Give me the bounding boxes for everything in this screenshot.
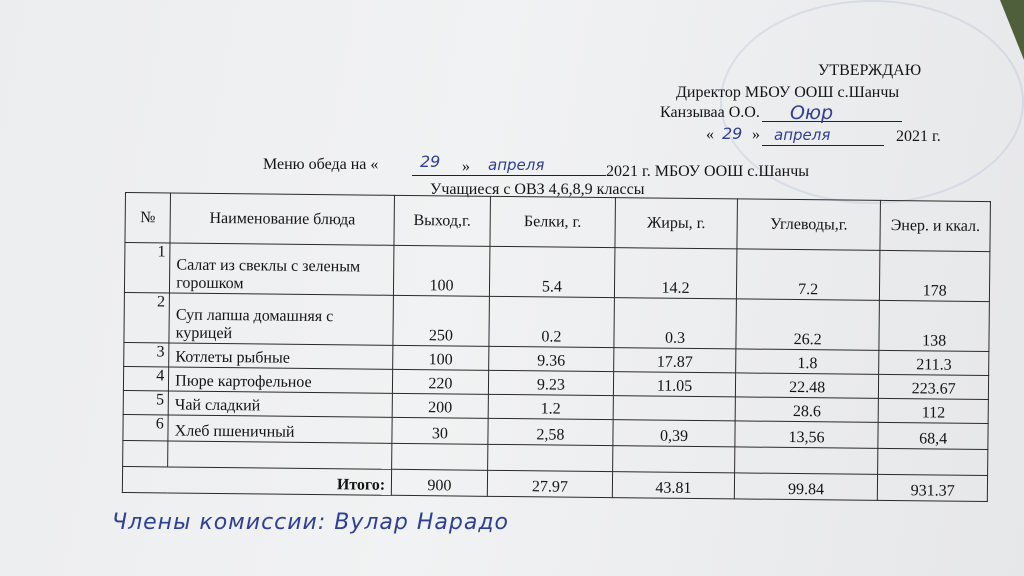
approval-position: Директор МБОУ ООШ с.Шанчы <box>676 84 900 101</box>
table-header-row <box>125 193 990 252</box>
total-carbs: 99.84 <box>734 473 878 501</box>
menu-title-suffix: 2021 г. МБОУ ООШ с.Шанчы <box>606 163 809 180</box>
row-number: 4 <box>123 366 168 390</box>
col-header-protein: Белки, г. <box>490 196 616 247</box>
fat-value: 17.87 <box>614 348 736 373</box>
total-output: 900 <box>392 469 488 496</box>
fat-value: 0,39 <box>613 420 735 447</box>
row-number: 5 <box>123 390 168 414</box>
output-value: 30 <box>392 417 488 444</box>
dish-name: Пюре картофельное <box>169 367 393 393</box>
dish-name: Чай сладкий <box>168 391 392 417</box>
menu-subtitle: Учащиеся с ОВЗ 4,6,8,9 классы <box>430 181 645 198</box>
protein-value: 2,58 <box>488 418 614 445</box>
approval-date-open: « <box>706 126 714 143</box>
menu-title-prefix: Меню обеда на « <box>263 156 379 173</box>
carbs-value: 28.6 <box>735 397 879 423</box>
row-number: 3 <box>124 342 169 366</box>
menu-date-line <box>412 175 606 176</box>
approval-date-day: 29 <box>722 124 743 143</box>
col-header-dish: Наименование блюда <box>170 193 395 245</box>
col-header-carbs: Углеводы,г. <box>737 199 881 251</box>
approval-name: Канзываа О.О. <box>660 104 760 121</box>
fat-value <box>613 396 735 421</box>
carbs-value: 26.2 <box>736 299 880 351</box>
carbs-value: 7.2 <box>736 249 880 301</box>
menu-title-day: 29 <box>420 152 441 171</box>
energy-value: 178 <box>880 250 990 301</box>
col-header-output: Выход,г. <box>394 195 490 246</box>
approval-date-line <box>762 145 884 146</box>
protein-value: 9.23 <box>488 370 614 395</box>
commission-signatures: Члены комиссии: Вулар Нарадо <box>112 510 510 535</box>
energy-value: 223.67 <box>879 374 989 399</box>
fat-value: 14.2 <box>615 248 737 299</box>
output-value: 100 <box>394 245 490 296</box>
dish-name: Салат из свеклы с зеленым горошком <box>170 243 395 295</box>
output-value: 100 <box>393 345 489 370</box>
protein-value: 9.36 <box>488 346 614 371</box>
output-value: 200 <box>392 393 488 418</box>
total-fat: 43.81 <box>613 472 735 499</box>
energy-value: 112 <box>879 398 989 423</box>
dish-name: Суп лапша домашняя с курицей <box>169 293 394 345</box>
total-protein: 27.97 <box>487 470 613 497</box>
protein-value: 1.2 <box>488 394 614 419</box>
table-row <box>124 243 989 302</box>
carbs-value: 22.48 <box>735 373 879 399</box>
row-number: 1 <box>124 243 170 293</box>
menu-title-month: апреля <box>488 156 545 174</box>
energy-value: 211.3 <box>879 350 989 375</box>
approval-title: УТВЕРЖДАЮ <box>818 62 922 79</box>
director-signature: Оюр <box>790 102 834 124</box>
total-label: Итого: <box>122 466 391 495</box>
energy-value: 68,4 <box>878 422 988 449</box>
total-energy: 931.37 <box>878 474 988 501</box>
fat-value: 11.05 <box>614 372 736 397</box>
output-value: 220 <box>393 369 489 394</box>
dish-name: Хлеб пшеничный <box>168 415 392 443</box>
row-number: 2 <box>124 292 170 342</box>
menu-title-mid: » <box>462 158 470 175</box>
table-row <box>124 292 989 351</box>
fat-value: 0.3 <box>614 298 736 349</box>
nutrition-table <box>122 192 991 502</box>
approval-date-year: 2021 г. <box>896 128 941 145</box>
output-value: 250 <box>393 295 489 346</box>
carbs-value: 1.8 <box>735 349 879 375</box>
protein-value: 0.2 <box>489 296 615 347</box>
row-number: 6 <box>123 414 168 440</box>
protein-value: 5.4 <box>489 246 615 297</box>
col-header-energy: Энер. и ккал. <box>880 200 990 251</box>
dish-name: Котлеты рыбные <box>169 343 393 369</box>
carbs-value: 13,56 <box>735 421 879 449</box>
approval-date-close: » <box>752 126 760 143</box>
energy-value: 138 <box>879 300 989 351</box>
approval-date-month: апреля <box>774 126 831 144</box>
col-header-fat: Жиры, г. <box>615 198 737 249</box>
col-header-number: № <box>125 193 171 243</box>
